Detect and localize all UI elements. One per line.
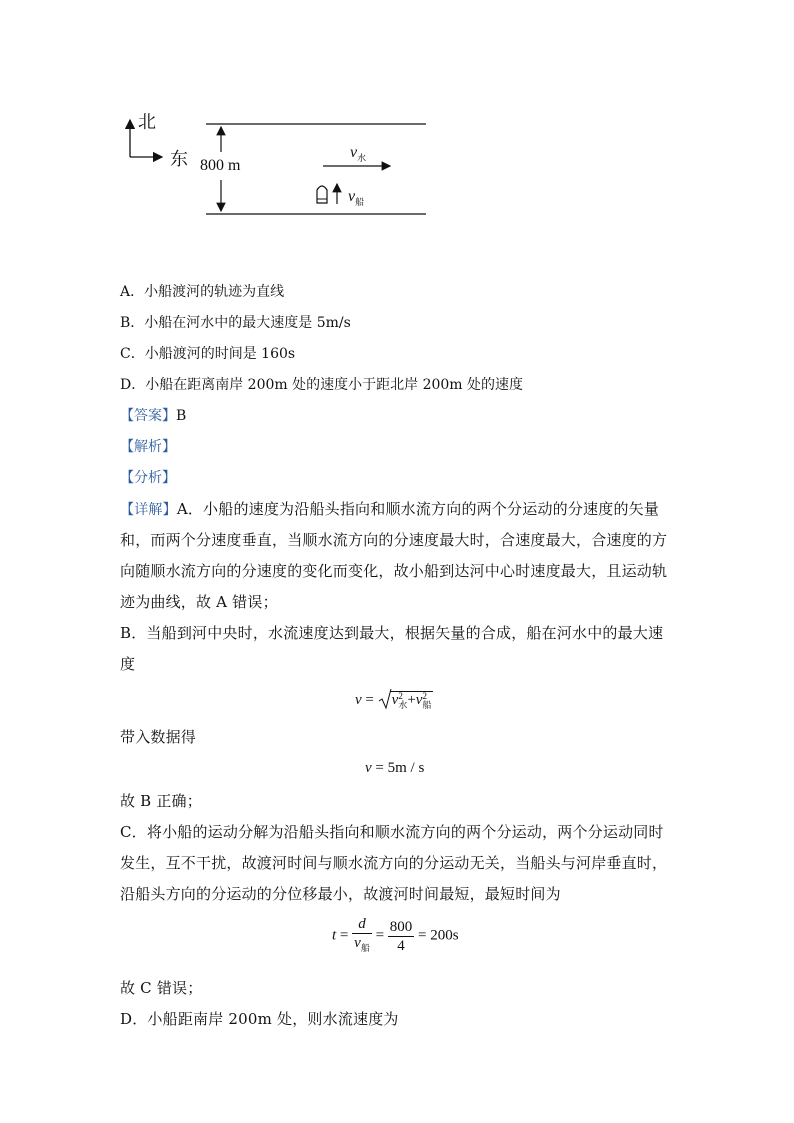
detail-line-3: 向随顺水流方向的分速度的变化而变化，故小船到达河中心时速度最大，且运动轨 xyxy=(120,562,668,580)
c-line-2: 发生，互不干扰，故渡河时间与顺水流方向的分运动无关，当船头与河岸垂直时， xyxy=(120,854,668,872)
boat-icon xyxy=(317,186,327,203)
c-line-1: C．将小船的运动分解为沿船头指向和顺水流方向的两个分运动，两个分运动同时 xyxy=(120,823,664,841)
v-boat-label: $v_船$ xyxy=(348,188,365,207)
equation-min-time: t = $\frac{d}{v_船}$ = $\frac{800}{4}$ = 200s xyxy=(332,916,459,954)
fenxi-tag: 【分析】 xyxy=(120,470,176,486)
analysis-tag: 【解析】 xyxy=(120,439,176,455)
equation-result-speed: v = 5m / s xyxy=(365,760,425,776)
river-figure xyxy=(118,100,438,225)
option-a: A．小船渡河的轨迹为直线 xyxy=(120,284,285,300)
detail-line-2: 和，而两个分速度垂直，当顺水流方向的分速度最大时，合速度最大，合速度的方 xyxy=(120,531,668,549)
detail-line-4: 迹为曲线，故 A 错误； xyxy=(120,593,278,611)
equation-max-speed: v = v 2 水 +v 2 船 xyxy=(355,688,433,710)
v-water-label: $v_水$ xyxy=(350,144,367,163)
b-correct-line: 故 B 正确； xyxy=(120,792,202,810)
detail-line-6: 度 xyxy=(120,655,136,673)
option-d: D．小船在距离南岸 200m 处的速度小于距北岸 200m 处的速度 xyxy=(120,377,524,393)
north-label: 北 xyxy=(138,112,156,133)
d-line: D．小船距南岸 200m 处，则水流速度为 xyxy=(120,1010,399,1028)
east-label: 东 xyxy=(170,149,188,170)
river-diagram xyxy=(118,100,438,225)
c-wrong-line: 故 C 错误； xyxy=(120,979,203,997)
option-c: C．小船渡河的时间是 160s xyxy=(120,346,296,362)
substitute-line: 带入数据得 xyxy=(120,728,197,746)
detail-line-1: 【详解】A．小船的速度为沿船头指向和顺水流方向的两个分运动的分速度的矢量 xyxy=(120,500,660,518)
c-line-3: 沿船头方向的分运动的分位移最小，故渡河时间最短，最短时间为 xyxy=(120,885,561,903)
option-b: B．小船在河水中的最大速度是 5m/s xyxy=(120,315,351,331)
detail-line-5: B．当船到河中央时，水流速度达到最大，根据矢量的合成，船在河水中的最大速 xyxy=(120,624,664,642)
width-label: 800 m xyxy=(200,157,241,174)
answer-line: 【答案】B xyxy=(120,408,187,424)
